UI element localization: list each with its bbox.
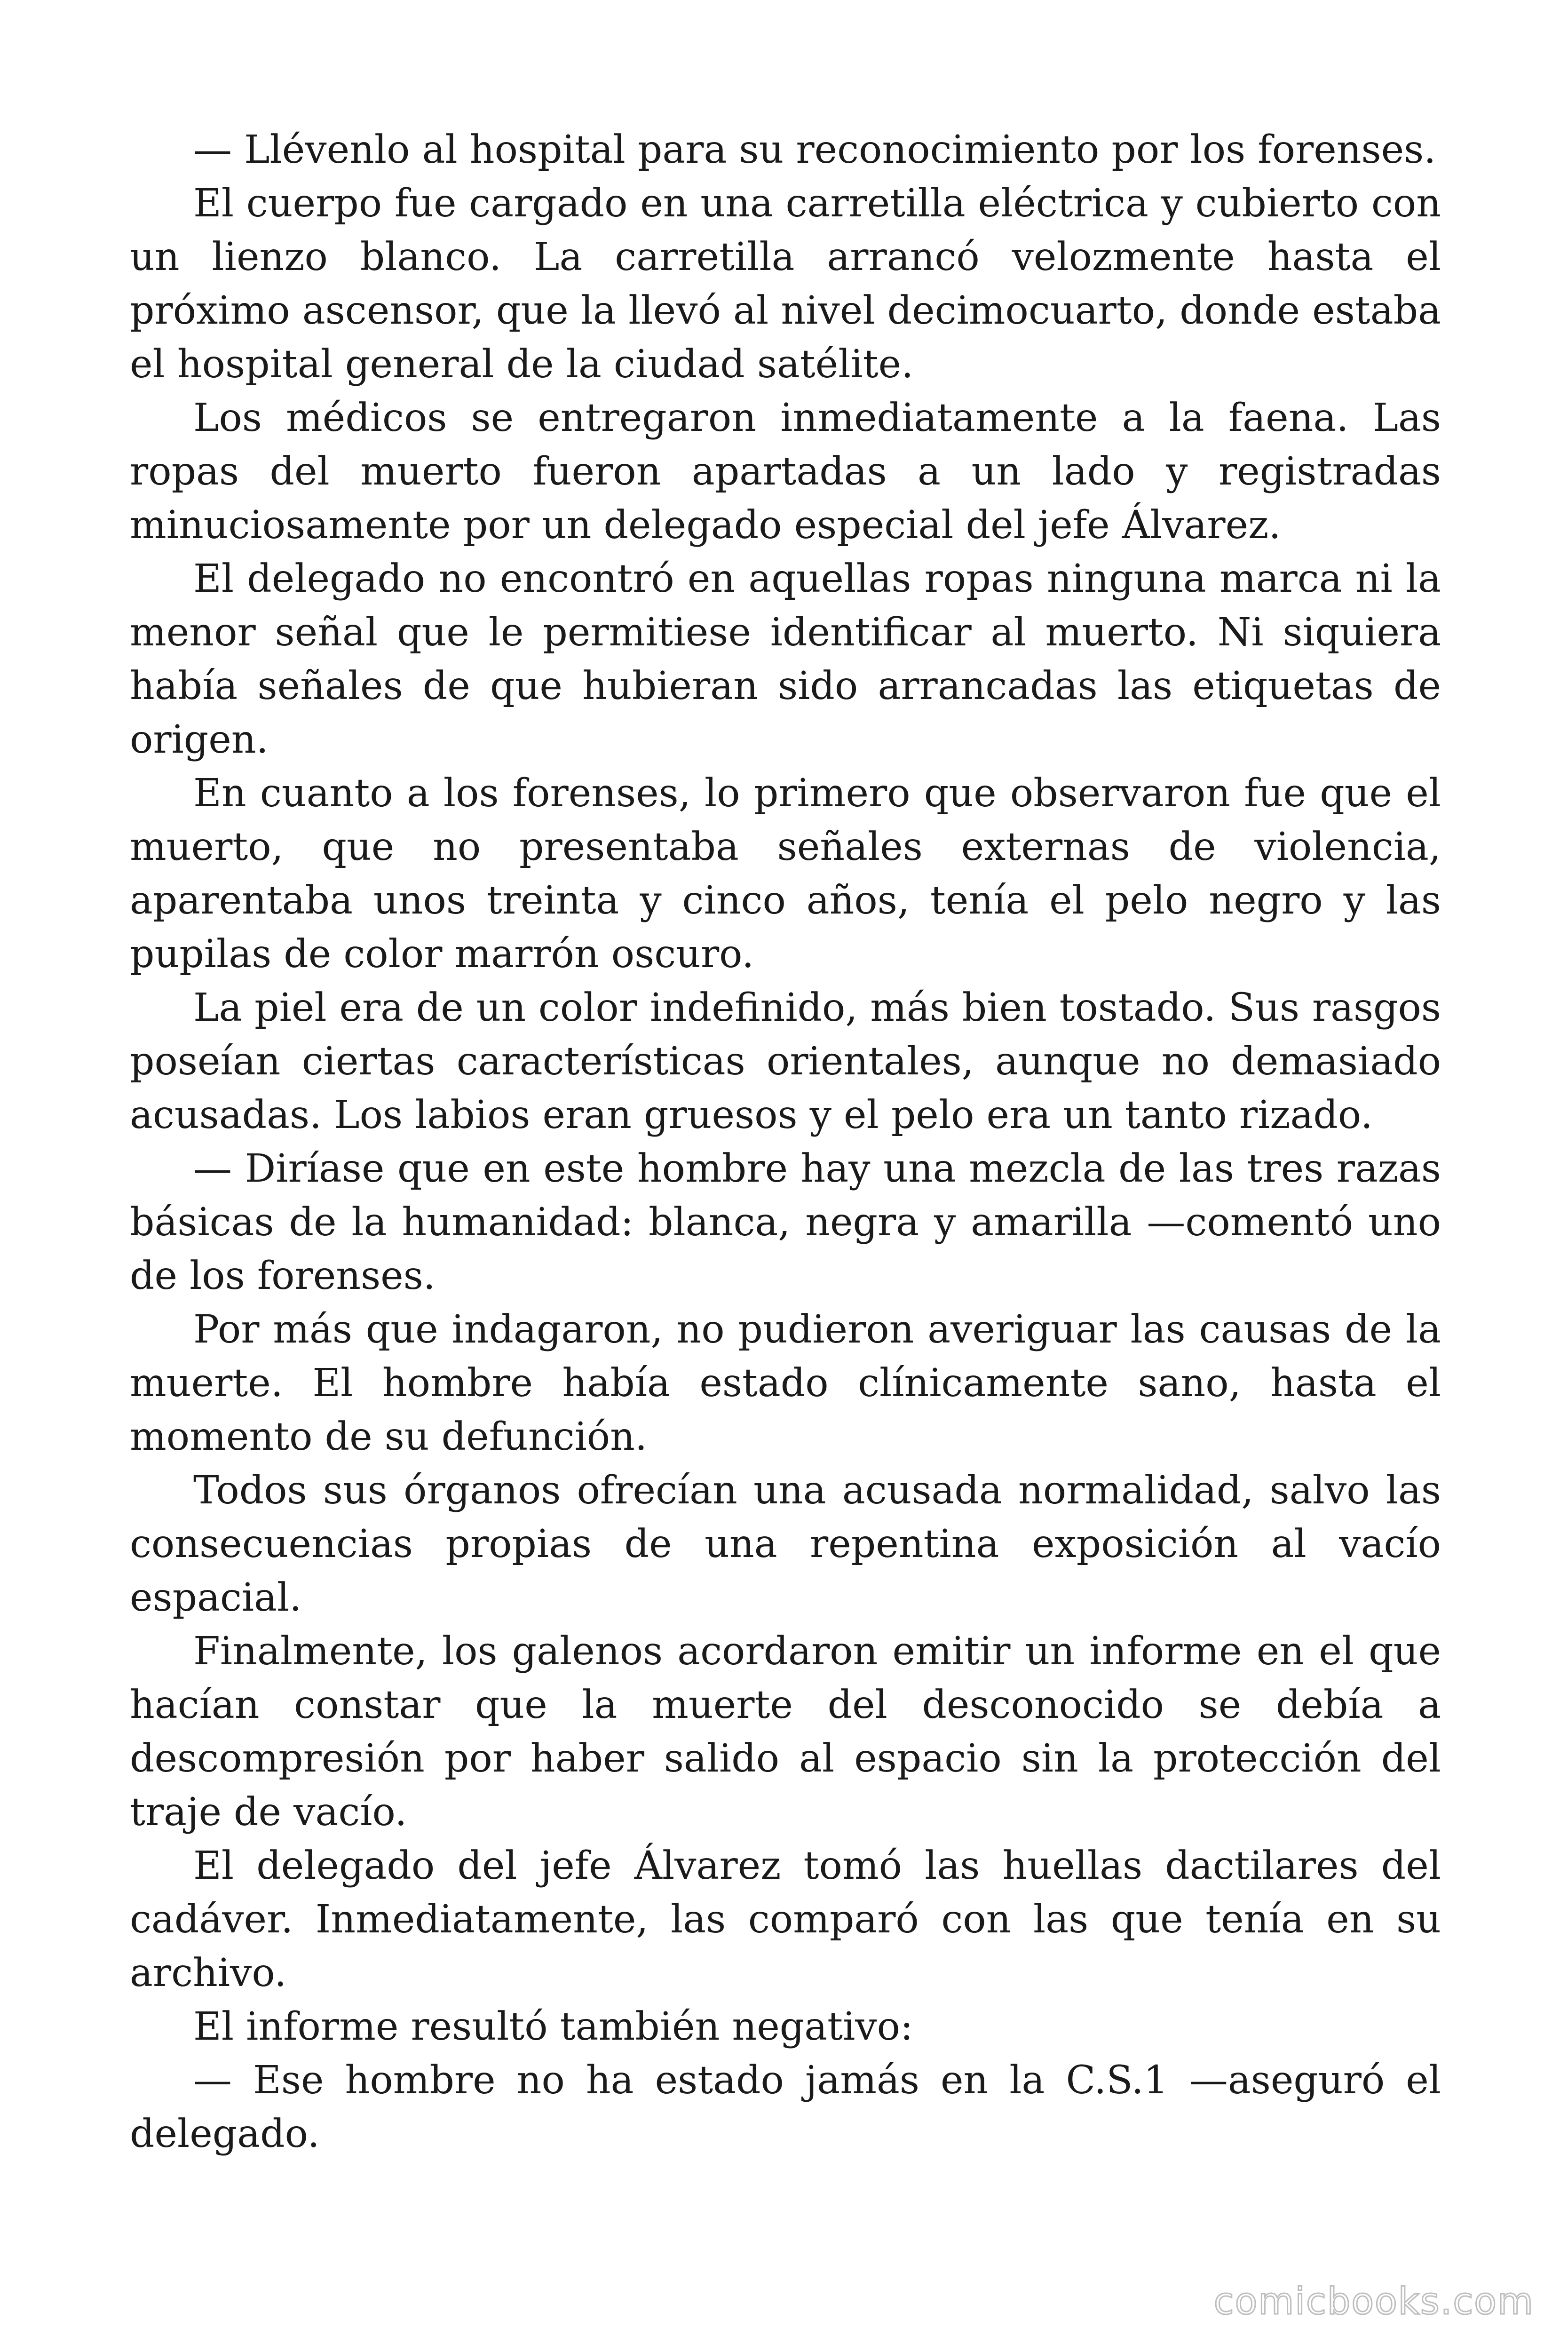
paragraph: El delegado del jefe Álvarez tomó las huellas dactilares del cadáver. Inmediatamente, las comparó con las que tenía en su archivo.: [130, 1843, 1441, 1995]
paragraph: El informe resultó también negativo:: [193, 2004, 913, 2049]
paragraph: — Diríase que en este hombre hay una mezcla de las tres razas básicas de la humanidad: blanca, negra y amarilla —comentó uno de los forenses.: [130, 1146, 1441, 1298]
paragraph: En cuanto a los forenses, lo primero que observaron fue que el muerto, que no presentaba señales externas de violencia, aparentaba unos treinta y cinco años, tenía el pelo negro y las pupilas de color marrón oscuro.: [130, 771, 1441, 977]
paragraph: Los médicos se entregaron inmediatamente a la faena. Las ropas del muerto fueron apartadas a un lado y registradas minuciosamente por un delegado especial del jefe Álvarez.: [130, 396, 1441, 548]
paragraph: Por más que indagaron, no pudieron averiguar las causas de la muerte. El hombre había estado clínicamente sano, hasta el momento de su defunción.: [130, 1307, 1441, 1459]
paragraph: Finalmente, los galenos acordaron emitir un informe en el que hacían constar que la muerte del desconocido se debía a descompresión por haber salido al espacio sin la protección del traje de vacío.: [130, 1629, 1441, 1835]
paragraph: La piel era de un color indefinido, más bien tostado. Sus rasgos poseían ciertas características orientales, aunque no demasiado acusadas. Los labios eran gruesos y el pelo era un tanto rizado.: [130, 985, 1441, 1137]
paragraph: — Llévenlo al hospital para su reconocimiento por los forenses.: [193, 127, 1436, 172]
paragraph: Todos sus órganos ofrecían una acusada normalidad, salvo las consecuencias propias de una repentina exposición al vacío espacial.: [130, 1468, 1441, 1620]
paragraph: El delegado no encontró en aquellas ropas ninguna marca ni la menor señal que le permitiese identificar al muerto. Ni siquiera había señales de que hubieran sido arrancadas las etiquetas de origen.: [130, 556, 1441, 762]
paragraph: — Ese hombre no ha estado jamás en la C.S.1 —aseguró el delegado.: [130, 2058, 1441, 2156]
paragraph: El cuerpo fue cargado en una carretilla eléctrica y cubierto con un lienzo blanco. La carretilla arrancó velozmente hasta el próximo ascensor, que la llevó al nivel decimocuarto, donde estaba el hospital general de la ciudad satélite.: [130, 181, 1441, 387]
page-body: [130, 123, 1441, 2161]
watermark: comicbooks.com: [1213, 2280, 1534, 2323]
